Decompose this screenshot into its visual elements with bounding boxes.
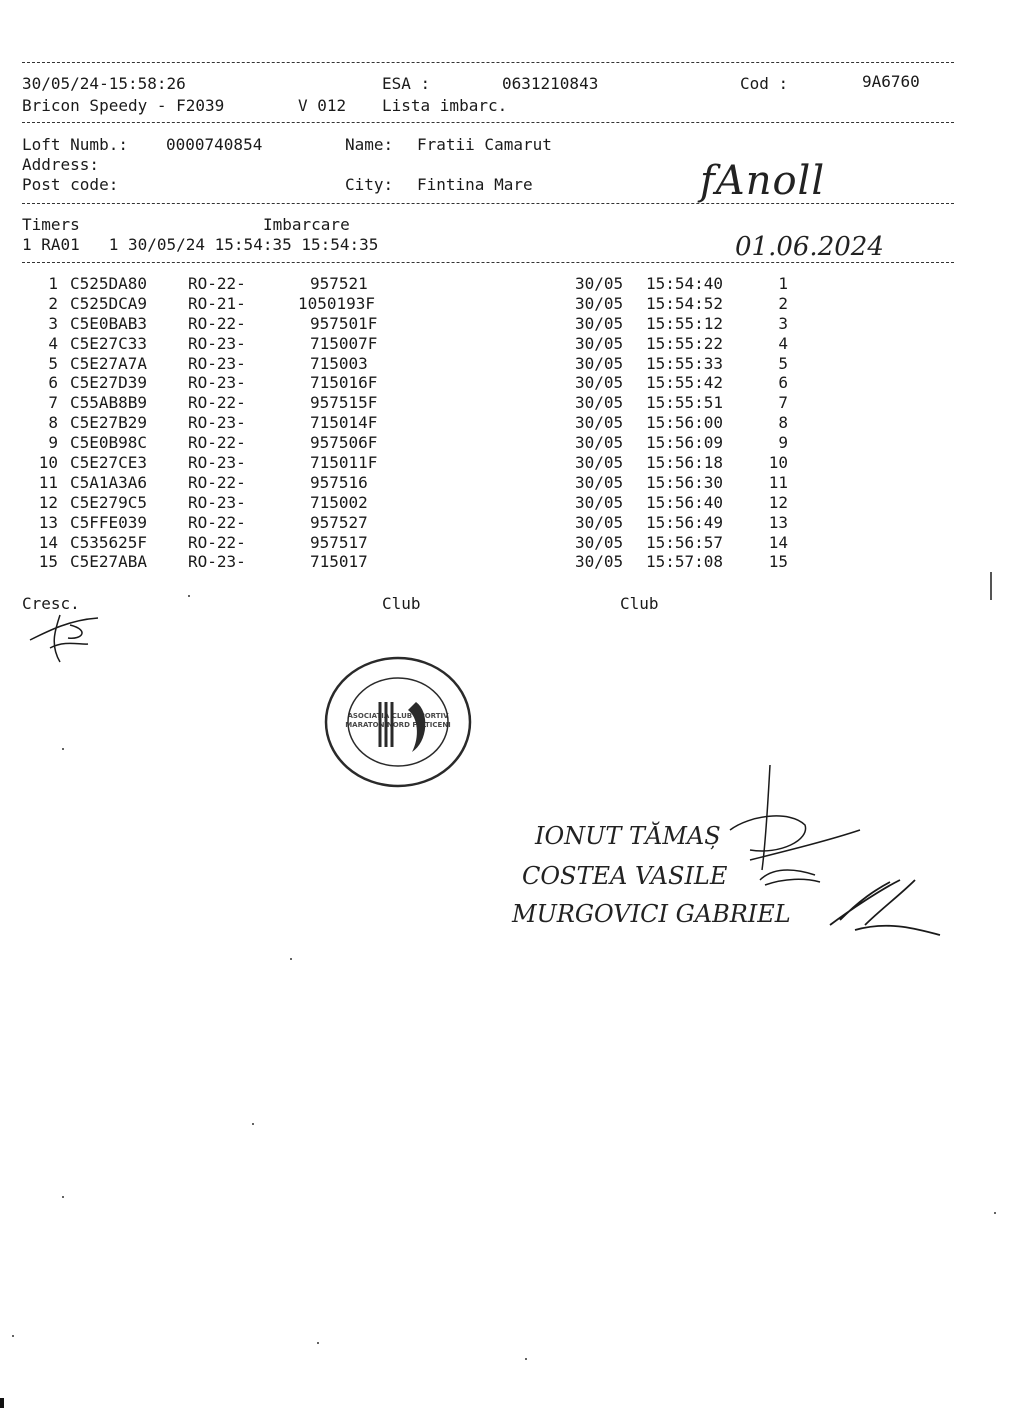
row-country: RO-23- — [188, 333, 246, 353]
row-date: 30/05 — [575, 552, 624, 572]
row-num: 11 — [38, 472, 58, 492]
row-chip: C55AB8B9 — [70, 393, 148, 413]
row-country: RO-23- — [188, 373, 246, 393]
row-date: 30/05 — [575, 393, 624, 413]
list-title: Lista imbarc. — [382, 96, 508, 115]
cod-label: Cod : — [740, 74, 789, 93]
row-ring: 715003 — [310, 353, 368, 373]
row-pos: 12 — [768, 492, 788, 512]
row-ring: 715014F — [310, 413, 378, 433]
row-country: RO-23- — [188, 552, 246, 572]
row-chip: C5E0BAB3 — [70, 313, 148, 333]
row-num: 6 — [48, 373, 58, 393]
cod-value: 9A6760 — [862, 72, 920, 91]
row-time: 15:56:09 — [646, 433, 724, 453]
row-num: 8 — [48, 413, 58, 433]
row-time: 15:56:30 — [646, 472, 724, 492]
row-country: RO-23- — [188, 492, 246, 512]
table-row — [0, 294, 1024, 314]
row-pos: 9 — [778, 433, 788, 453]
row-num: 5 — [48, 353, 58, 373]
row-chip: C5E27CE3 — [70, 453, 148, 473]
row-time: 15:54:40 — [646, 274, 724, 293]
handwritten-name-1: IONUT TĂMAȘ — [535, 822, 721, 850]
row-date: 30/05 — [575, 373, 624, 393]
row-country: RO-22- — [188, 433, 246, 453]
row-ring: 957527 — [310, 512, 368, 532]
row-time: 15:54:52 — [646, 293, 724, 313]
loft-number: 0000740854 — [166, 135, 263, 154]
table-row — [0, 334, 1024, 354]
cresc-signature — [20, 600, 110, 670]
table-row — [0, 493, 1024, 513]
row-date: 30/05 — [575, 472, 624, 492]
row-time: 15:56:40 — [646, 492, 724, 512]
scan-edge-mark — [990, 572, 992, 600]
row-date: 30/05 — [575, 492, 624, 512]
scan-speck — [188, 595, 190, 597]
row-time: 15:55:33 — [646, 353, 724, 373]
row-date: 30/05 — [575, 413, 624, 433]
row-date: 30/05 — [575, 353, 624, 373]
row-time: 15:55:22 — [646, 333, 724, 353]
row-chip: C525DCA9 — [70, 293, 148, 313]
row-country: RO-22- — [188, 274, 246, 293]
row-num: 3 — [48, 313, 58, 333]
row-pos: 10 — [768, 453, 788, 473]
row-ring: 957521 — [310, 274, 368, 293]
table-row — [0, 413, 1024, 433]
table-row — [0, 473, 1024, 493]
row-country: RO-23- — [188, 353, 246, 373]
handwritten-name-3: MURGOVICI GABRIEL — [512, 900, 791, 928]
name-value: Fratii Camarut — [417, 135, 552, 154]
scan-speck — [525, 1358, 527, 1360]
row-ring: 957506F — [310, 433, 378, 453]
scan-speck — [62, 748, 64, 750]
name-label: Name: — [345, 135, 394, 154]
row-chip: C5E27ABA — [70, 552, 148, 572]
row-ring: 715011F — [310, 453, 378, 473]
row-date: 30/05 — [575, 274, 624, 293]
timers-label: Timers — [22, 215, 80, 234]
row-num: 14 — [38, 532, 58, 552]
timer-line: 1 RA01 1 30/05/24 15:54:35 15:54:35 — [22, 235, 379, 254]
scan-speck — [12, 1335, 14, 1337]
table-row — [0, 533, 1024, 553]
row-chip: C5A1A3A6 — [70, 472, 148, 492]
row-pos: 1 — [778, 274, 788, 293]
row-chip: C535625F — [70, 532, 148, 552]
table-row — [0, 314, 1024, 334]
row-chip: C5FFE039 — [70, 512, 148, 532]
row-country: RO-22- — [188, 472, 246, 492]
top-divider — [22, 62, 954, 63]
scan-speck — [62, 1196, 64, 1198]
handwritten-signature-top: fAnoll — [700, 158, 826, 204]
row-chip: C525DA80 — [70, 274, 148, 293]
row-time: 15:55:12 — [646, 313, 724, 333]
row-time: 15:56:00 — [646, 413, 724, 433]
row-pos: 13 — [768, 512, 788, 532]
row-ring: 715007F — [310, 333, 378, 353]
club-label-2: Club — [620, 594, 659, 613]
row-time: 15:57:08 — [646, 552, 724, 572]
loft-label: Loft Numb.: — [22, 135, 128, 154]
device-name: Bricon Speedy - F2039 — [22, 96, 225, 115]
timers-divider — [22, 262, 954, 263]
row-chip: C5E27A7A — [70, 353, 148, 373]
row-num: 15 — [38, 552, 58, 572]
row-chip: C5E27B29 — [70, 413, 148, 433]
city-label: City: — [345, 175, 394, 194]
table-row — [0, 373, 1024, 393]
row-pos: 5 — [778, 353, 788, 373]
table-row — [0, 513, 1024, 533]
row-num: 12 — [38, 492, 58, 512]
table-row — [0, 433, 1024, 453]
row-date: 30/05 — [575, 453, 624, 473]
row-pos: 3 — [778, 313, 788, 333]
row-country: RO-23- — [188, 453, 246, 473]
row-pos: 15 — [768, 552, 788, 572]
table-row — [0, 393, 1024, 413]
row-ring: 715016F — [310, 373, 378, 393]
handwritten-name-2: COSTEA VASILE — [522, 862, 728, 890]
address-label: Address: — [22, 155, 100, 174]
row-pos: 2 — [778, 293, 788, 313]
handwritten-date: 01.06.2024 — [735, 232, 884, 262]
row-date: 30/05 — [575, 433, 624, 453]
esa-value: 0631210843 — [502, 74, 599, 93]
table-row — [0, 453, 1024, 473]
row-pos: 8 — [778, 413, 788, 433]
table-row — [0, 354, 1024, 374]
row-num: 1 — [48, 274, 58, 293]
scan-speck — [290, 958, 292, 960]
row-time: 15:55:51 — [646, 393, 724, 413]
scan-speck — [994, 1212, 996, 1214]
row-time: 15:56:49 — [646, 512, 724, 532]
imbarcare-label: Imbarcare — [263, 215, 350, 234]
row-pos: 14 — [768, 532, 788, 552]
row-num: 9 — [48, 433, 58, 453]
club-stamp — [320, 652, 476, 792]
committee-signatures — [690, 760, 950, 950]
row-ring: 715017 — [310, 552, 368, 572]
row-date: 30/05 — [575, 293, 624, 313]
row-chip: C5E0B98C — [70, 433, 148, 453]
row-pos: 6 — [778, 373, 788, 393]
row-ring: 957517 — [310, 532, 368, 552]
esa-label: ESA : — [382, 74, 431, 93]
scan-corner-mark — [0, 1398, 4, 1408]
row-chip: C5E27C33 — [70, 333, 148, 353]
row-ring: 957501F — [310, 313, 378, 333]
row-pos: 11 — [768, 472, 788, 492]
row-num: 2 — [48, 293, 58, 313]
row-country: RO-21- — [188, 293, 246, 313]
row-ring: 715002 — [310, 492, 368, 512]
row-date: 30/05 — [575, 512, 624, 532]
row-ring: 957515F — [310, 393, 378, 413]
row-country: RO-23- — [188, 413, 246, 433]
row-time: 15:56:57 — [646, 532, 724, 552]
row-time: 15:56:18 — [646, 453, 724, 473]
row-country: RO-22- — [188, 393, 246, 413]
city-value: Fintina Mare — [417, 175, 533, 194]
row-num: 4 — [48, 333, 58, 353]
row-chip: C5E279C5 — [70, 492, 148, 512]
pigeon-list — [0, 274, 1024, 572]
row-country: RO-22- — [188, 512, 246, 532]
row-num: 10 — [38, 453, 58, 473]
header-datetime: 30/05/24-15:58:26 — [22, 74, 186, 93]
row-time: 15:55:42 — [646, 373, 724, 393]
row-pos: 4 — [778, 333, 788, 353]
stamp-text: ASOCIAȚIA CLUB SPORTIV MARATON NORD FĂLTICENI — [345, 712, 451, 729]
row-country: RO-22- — [188, 313, 246, 333]
row-ring: 957516 — [310, 472, 368, 492]
row-date: 30/05 — [575, 532, 624, 552]
table-row — [0, 552, 1024, 572]
row-date: 30/05 — [575, 333, 624, 353]
cresc-label: Cresc. — [22, 594, 80, 613]
scan-speck — [317, 1342, 319, 1344]
header-divider — [22, 122, 954, 123]
row-num: 13 — [38, 512, 58, 532]
postcode-label: Post code: — [22, 175, 119, 194]
club-label-1: Club — [382, 594, 421, 613]
row-pos: 7 — [778, 393, 788, 413]
row-num: 7 — [48, 393, 58, 413]
table-row — [0, 274, 1024, 294]
row-country: RO-22- — [188, 532, 246, 552]
device-version: V 012 — [298, 96, 347, 115]
row-chip: C5E27D39 — [70, 373, 148, 393]
row-date: 30/05 — [575, 313, 624, 333]
row-ring: 1050193F — [298, 293, 376, 313]
scan-speck — [252, 1123, 254, 1125]
